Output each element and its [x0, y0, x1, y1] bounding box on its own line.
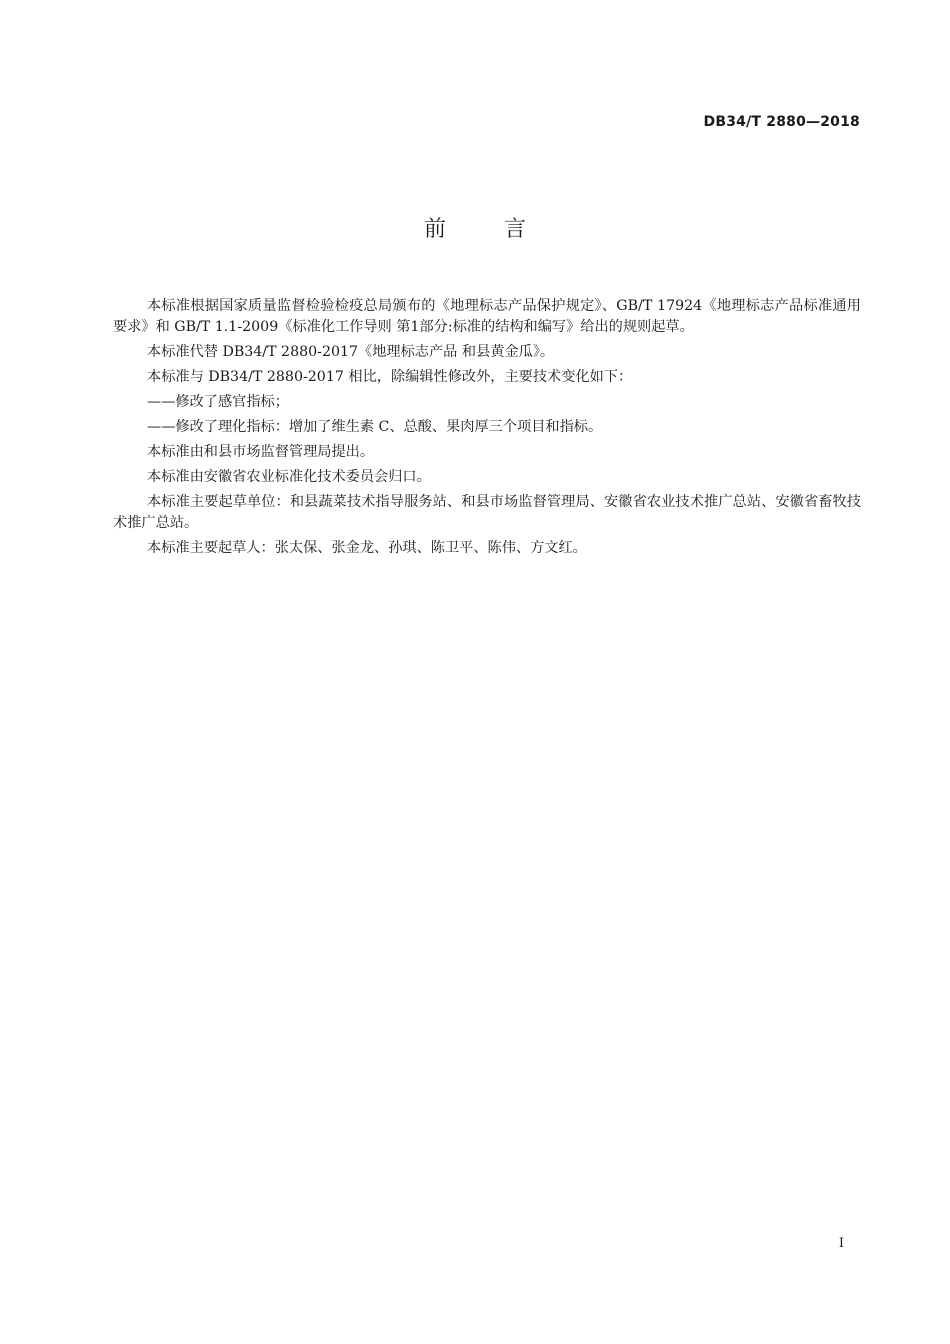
page-number: I [838, 1236, 844, 1251]
standard-number: DB34/T 2880—2018 [703, 114, 860, 130]
paragraph-replaces: 本标准代替 DB34/T 2880-2017《地理标志产品 和县黄金瓜》。 [147, 344, 555, 360]
foreword-body [113, 296, 861, 563]
paragraph-changes-intro: 本标准与 DB34/T 2880-2017 相比，除编辑性修改外，主要技术变化如下： [147, 369, 633, 385]
paragraph-drafting-basis: 本标准根据国家质量监督检验检疫总局颁布的《地理标志产品保护规定》、GB/T 17924《地理标志产品标准通用要求》和 GB/T 1.1-2009《标准化工作导则 第1部分:标准的结构和编写》给出的规则起草。 [113, 298, 861, 335]
paragraph-centralized-by: 本标准由安徽省农业标准化技术委员会归口。 [147, 469, 431, 485]
paragraph-proposed-by: 本标准由和县市场监督管理局提出。 [147, 444, 375, 460]
page-title: 前言 [423, 217, 584, 242]
change-item-sensory: ——修改了感官指标； [147, 394, 289, 410]
change-item-physicochemical: ——修改了理化指标：增加了维生素 C、总酸、果肉厚三个项目和指标。 [147, 419, 603, 435]
paragraph-drafting-units: 本标准主要起草单位：和县蔬菜技术指导服务站、和县市场监督管理局、安徽省农业技术推广总站、安徽省畜牧技术推广总站。 [113, 494, 861, 531]
paragraph-drafters: 本标准主要起草人：张太保、张金龙、孙琪、陈卫平、陈伟、方文红。 [147, 540, 587, 556]
